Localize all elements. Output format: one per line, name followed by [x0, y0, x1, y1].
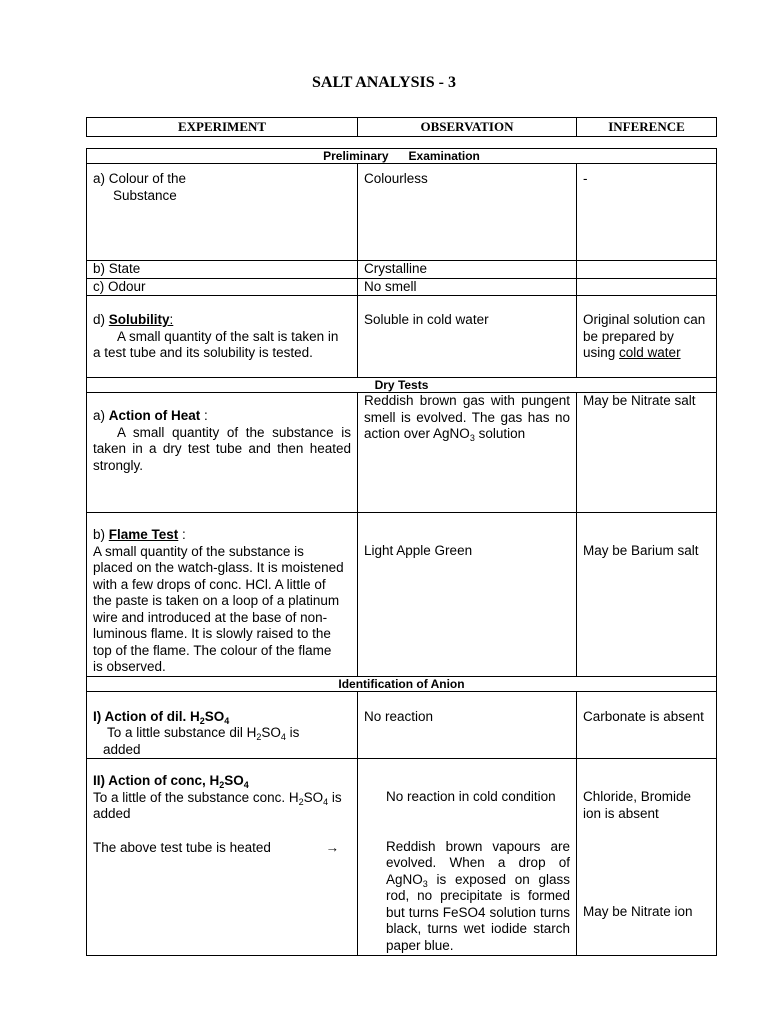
section-preliminary-word2: Examination: [408, 149, 480, 163]
dil-inf-text: Carbonate is absent: [583, 708, 704, 724]
state-observation: Crystalline: [358, 261, 577, 279]
heat-inference: May be Nitrate salt: [577, 393, 717, 513]
solubility-observation: [358, 296, 577, 378]
analysis-table: [86, 148, 717, 956]
section-preliminary-word1: Preliminary: [323, 149, 389, 163]
colour-experiment: [87, 164, 358, 261]
arrow-right-icon: →: [325, 839, 339, 855]
table-row-solubility: [87, 296, 717, 378]
flame-inference: [577, 513, 717, 677]
table-row-dil-h2so4: [87, 691, 717, 759]
header-experiment: EXPERIMENT: [87, 118, 358, 137]
table-row-odour: [87, 278, 717, 296]
solubility-heading: d) Solubility:: [93, 312, 174, 327]
flame-inf-text: May be Barium salt: [583, 543, 699, 558]
conc-line2: added: [93, 806, 131, 821]
table-row-colour: [87, 164, 717, 261]
odour-observation: No smell: [358, 278, 577, 296]
dil-inference: [577, 691, 717, 759]
flame-line: the paste is taken on a loop of a platinum: [93, 593, 340, 608]
table-row-state: [87, 261, 717, 279]
flame-line: with a few drops of conc. HCl. A little of: [93, 576, 326, 592]
flame-heading-text: Flame Test: [108, 527, 179, 542]
flame-line: is observed.: [93, 659, 166, 674]
conc-experiment: [87, 759, 358, 956]
flame-line: top of the flame. The colour of the flame: [93, 642, 332, 658]
section-row-anion: [87, 676, 717, 691]
table-row-flame: [87, 513, 717, 677]
conc-line1: To a little of the substance conc. $H_2SO_4$ is: [93, 789, 342, 807]
heat-body: A small quantity of the substance is taken in a dry test tube and then heated strongly.: [93, 424, 351, 473]
flame-line: A small quantity of the substance is: [93, 543, 304, 559]
table-row-heat: [87, 393, 717, 513]
flame-line: wire and introduced at the base of non-: [93, 609, 328, 625]
state-inference: [577, 261, 717, 279]
dil-line2: added: [103, 741, 141, 757]
solubility-experiment: [87, 296, 358, 378]
heat-observation: Reddish brown gas with pungent smell is evolved. The gas has no action over AgNO$_3$ solution: [358, 393, 577, 513]
conc-inf-nitrate: May be Nitrate ion: [583, 904, 693, 919]
header-table: [86, 117, 717, 137]
colour-inf-text: -: [583, 171, 588, 186]
flame-observation: [358, 513, 577, 677]
conc-inference: [577, 759, 717, 956]
flame-heading: b) Flame Test :: [93, 527, 186, 542]
conc-heading: II) Action of conc, $H_2SO_4$: [93, 773, 249, 790]
colour-exp-line2: Substance: [113, 187, 177, 203]
state-experiment: b) State: [87, 261, 358, 279]
dil-heading: I) Action of dil. $H_2SO_4$: [93, 708, 230, 726]
flame-experiment: [87, 513, 358, 677]
solubility-inf-line3: using cold water: [583, 345, 681, 360]
flame-obs-text: Light Apple Green: [364, 543, 473, 558]
solubility-heading-text: Solubility: [108, 312, 170, 327]
dil-observation: [358, 691, 577, 759]
colour-observation: [358, 164, 577, 261]
conc-obs-heated: Reddish brown vapours are evolved. When a drop of AgNO$_3$ is exposed on glass rod, no precipitate is formed but turns FeSO4 solution turns black, turns wet iodide starch paper blue.: [386, 838, 570, 953]
table-row-conc-h2so4: [87, 759, 717, 956]
header-observation: OBSERVATION: [358, 118, 577, 137]
section-row-preliminary: [87, 149, 717, 164]
solubility-inf-line2: be prepared by: [583, 328, 674, 344]
section-row-dry-tests: [87, 378, 717, 393]
heat-heading-text: Action of Heat: [108, 408, 201, 423]
section-dry-tests: Dry Tests: [87, 378, 717, 393]
flame-line: placed on the watch-glass. It is moistened: [93, 560, 344, 575]
colour-obs-text: Colourless: [364, 171, 428, 186]
conc-obs-cold: No reaction in cold condition: [386, 789, 556, 804]
section-anion: Identification of Anion: [87, 676, 717, 691]
odour-inference: [577, 278, 717, 296]
conc-inf-line1: Chloride, Bromide: [583, 789, 692, 804]
heat-heading: a) Action of Heat :: [93, 408, 208, 423]
solubility-obs-text: Soluble in cold water: [364, 312, 489, 327]
heat-obs-text: Reddish brown gas with pungent smell is evolved. The gas has no action over AgNO: [364, 393, 570, 441]
conc-heated-text: The above test tube is heated: [93, 839, 271, 855]
conc-inf-line2: ion is absent: [583, 805, 659, 821]
colour-inference: [577, 164, 717, 261]
solubility-inf-line1: Original solution can: [583, 312, 706, 327]
section-preliminary: [87, 149, 717, 164]
colour-exp-line1: a) Colour of the: [93, 171, 187, 186]
solubility-line1: A small quantity of the salt is taken in: [117, 328, 339, 344]
dil-obs-text: No reaction: [364, 708, 434, 724]
heat-experiment: [87, 393, 358, 513]
conc-observation: [358, 759, 577, 956]
conc-heated-line: [93, 840, 351, 857]
flame-line: luminous flame. It is slowly raised to the: [93, 626, 331, 641]
page-title: SALT ANALYSIS - 3: [312, 74, 456, 91]
header-inference: INFERENCE: [577, 118, 717, 137]
dil-experiment: [87, 691, 358, 759]
solubility-line2: a test tube and its solubility is tested.: [93, 345, 313, 360]
dil-line1: To a little substance dil $H_2SO_4$ is: [107, 725, 300, 742]
odour-experiment: c) Odour: [87, 278, 358, 296]
solubility-inference: [577, 296, 717, 378]
